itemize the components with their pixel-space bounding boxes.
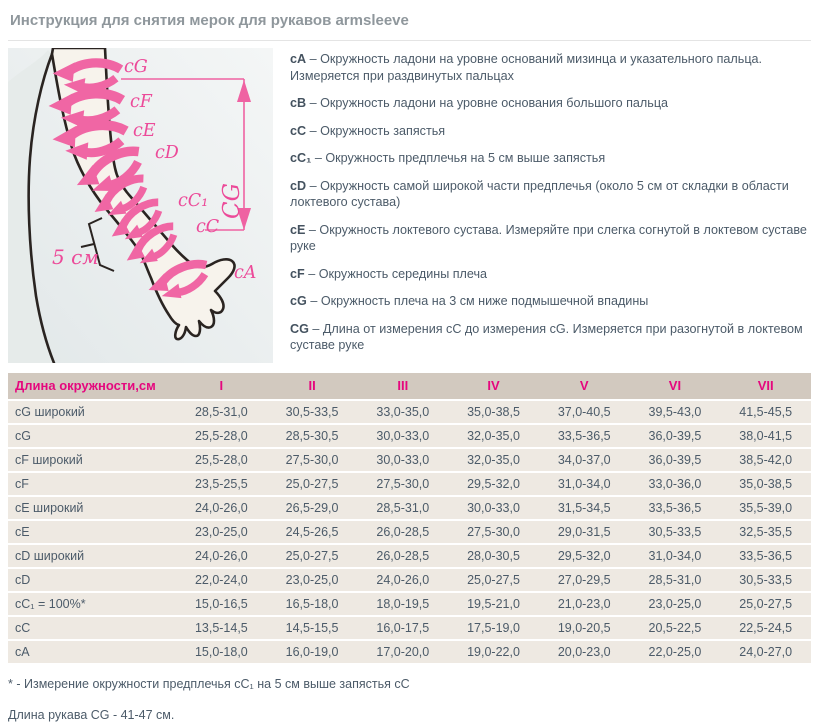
size-value: 32,0-35,0 xyxy=(467,452,520,467)
size-value: 25,5-28,0 xyxy=(194,428,248,443)
size-value: 33,0-36,0 xyxy=(648,476,702,491)
measurement-name: cF xyxy=(15,476,29,491)
size-value: 34,0-37,0 xyxy=(557,452,611,467)
size-value: 17,5-19,0 xyxy=(467,620,520,635)
legend-item-text: – Окружность локтевого сустава. Измеряйте при слегка согнутой в локтевом суставе руке xyxy=(290,222,807,253)
size-column-header: II xyxy=(308,378,316,393)
size-value: 15,0-18,0 xyxy=(194,644,248,659)
size-value: 22,0-24,0 xyxy=(194,572,248,587)
size-value: 25,0-27,5 xyxy=(739,596,793,611)
size-table-row xyxy=(8,497,811,519)
legend-item-text: – Окружность самой широкой части предплечья (около 5 см от складки в области локтевого сустава) xyxy=(290,178,789,209)
size-value: 30,5-33,5 xyxy=(739,572,793,587)
size-table-row xyxy=(8,569,811,591)
size-value: 24,5-26,5 xyxy=(285,524,339,539)
size-value: 23,5-25,5 xyxy=(194,476,248,491)
legend-item-code: CG xyxy=(290,321,309,336)
size-value: 29,5-32,0 xyxy=(557,548,611,563)
size-value: 38,5-42,0 xyxy=(739,452,793,467)
size-column-header: VI xyxy=(668,378,682,393)
size-table-row xyxy=(8,545,811,567)
legend-item-code: cF xyxy=(290,266,305,281)
measurement-name: cD широкий xyxy=(15,548,85,563)
size-value: 39,5-43,0 xyxy=(648,404,702,419)
size-value: 26,0-28,5 xyxy=(376,548,430,563)
size-value: 24,0-27,0 xyxy=(739,644,793,659)
size-table-row xyxy=(8,641,811,663)
size-value: 33,0-35,0 xyxy=(376,404,430,419)
legend-item-text: – Окружность середины плеча xyxy=(308,266,488,281)
size-value: 30,5-33,5 xyxy=(648,524,702,539)
size-value: 36,0-39,5 xyxy=(648,428,702,443)
size-value: 24,0-26,0 xyxy=(194,500,248,515)
legend-item-text: – Окружность предплечья на 5 см выше запястья xyxy=(314,151,606,165)
page-title: Инструкция для снятия мерок для рукавов armsleeve xyxy=(8,0,811,41)
size-value: 22,0-25,0 xyxy=(648,644,702,659)
size-column-header: III xyxy=(397,378,409,393)
size-value: 25,0-27,5 xyxy=(285,476,339,491)
size-value: 24,0-26,0 xyxy=(194,548,248,563)
legend-item-text: – Окружность ладони на уровне оснований мизинца и указательного пальца. Измеряется при раздвинутых пальцах xyxy=(290,52,763,83)
legend-item-text: – Длина от измерения cC до измерения cG. Измеряется при разогнутой в локтевом суставе руке xyxy=(290,321,803,352)
size-value: 28,5-31,0 xyxy=(648,572,702,587)
size-value: 19,0-20,5 xyxy=(557,620,611,635)
size-value: 17,0-20,0 xyxy=(376,644,430,659)
legend-item-code: cG xyxy=(290,294,307,308)
size-value: 36,0-39,5 xyxy=(648,452,702,467)
size-table-row xyxy=(8,401,811,423)
measurement-name: cC xyxy=(15,620,31,635)
legend-item xyxy=(290,293,807,310)
size-value: 33,5-36,5 xyxy=(648,500,702,515)
size-value: 16,0-17,5 xyxy=(376,620,430,635)
size-value: 30,0-33,0 xyxy=(376,428,430,443)
size-value: 23,0-25,0 xyxy=(648,596,702,611)
size-value: 25,5-28,0 xyxy=(194,452,248,467)
legend-item xyxy=(290,51,807,84)
size-value: 14,5-15,5 xyxy=(285,620,339,635)
size-value: 19,0-22,0 xyxy=(467,644,520,659)
size-value: 29,5-32,0 xyxy=(467,476,520,491)
size-value: 18,0-19,5 xyxy=(376,596,430,611)
size-value: 25,0-27,5 xyxy=(285,548,339,563)
size-value: 21,0-23,0 xyxy=(557,596,611,611)
size-table-row xyxy=(8,473,811,495)
legend-item xyxy=(290,178,807,211)
legend-item xyxy=(290,123,807,140)
size-column-header: VII xyxy=(757,378,774,393)
size-table-body xyxy=(8,401,811,663)
size-value: 16,0-19,0 xyxy=(285,644,339,659)
size-value: 41,5-45,5 xyxy=(739,404,793,419)
size-value: 20,0-23,0 xyxy=(557,644,611,659)
size-value: 35,5-39,0 xyxy=(739,500,793,515)
measurement-name: cG широкий xyxy=(15,404,85,419)
size-value: 20,5-22,5 xyxy=(648,620,702,635)
measurement-legend xyxy=(273,48,811,365)
footnote-asterisk: * - Измерение окружности предплечья cC₁ на 5 см выше запястья cC xyxy=(8,676,410,691)
size-value: 28,0-30,5 xyxy=(467,548,520,563)
footnote-sleeve-length: Длина рукава CG - 41-47 см. xyxy=(8,707,175,722)
size-value: 31,0-34,0 xyxy=(557,476,611,491)
label-cc1: cC₁ xyxy=(178,191,209,211)
legend-item-text: – Окружность запястья xyxy=(309,123,446,138)
label-cg: cG xyxy=(124,57,148,77)
size-table-header-label: Длина окружности,см xyxy=(15,378,156,393)
measurement-name: cC₁ = 100%* xyxy=(15,596,86,611)
legend-item-code: cD xyxy=(290,178,307,193)
size-value: 31,5-34,5 xyxy=(557,500,611,515)
size-value: 30,0-33,0 xyxy=(376,452,430,467)
size-value: 27,5-30,0 xyxy=(467,524,520,539)
size-value: 25,0-27,5 xyxy=(467,572,520,587)
label-cd: cD xyxy=(155,143,179,163)
size-value: 31,0-34,0 xyxy=(648,548,702,563)
label-cg-length: CG xyxy=(219,183,245,219)
size-value: 28,5-31,0 xyxy=(194,404,248,419)
label-ca: cA xyxy=(234,263,257,283)
measurement-name: cD xyxy=(15,572,31,587)
size-table-row xyxy=(8,425,811,447)
legend-item-text: – Окружность плеча на 3 см ниже подмышечной впадины xyxy=(310,294,649,308)
size-value: 19,5-21,0 xyxy=(467,596,520,611)
arm-measurement-illustration xyxy=(8,48,273,363)
legend-item xyxy=(290,150,807,167)
size-value: 33,5-36,5 xyxy=(557,428,611,443)
measurement-name: cF широкий xyxy=(15,452,83,467)
size-value: 16,5-18,0 xyxy=(285,596,339,611)
label-cc: cC xyxy=(196,217,220,237)
size-value: 33,5-36,5 xyxy=(739,548,793,563)
size-value: 26,0-28,5 xyxy=(376,524,430,539)
size-table-row xyxy=(8,617,811,639)
size-value: 29,0-31,5 xyxy=(557,524,611,539)
size-value: 23,0-25,0 xyxy=(285,572,339,587)
label-ce: cE xyxy=(133,121,156,141)
measurement-name: cE xyxy=(15,524,30,539)
measurement-name: cE широкий xyxy=(15,500,84,515)
size-value: 32,0-35,0 xyxy=(467,428,520,443)
legend-item-code: cB xyxy=(290,96,307,110)
size-value: 28,5-31,0 xyxy=(376,500,430,515)
measurement-name: cA xyxy=(15,644,30,659)
size-value: 30,0-33,0 xyxy=(467,500,520,515)
legend-item xyxy=(290,95,807,112)
legend-item xyxy=(290,222,807,255)
size-value: 27,0-29,5 xyxy=(557,572,611,587)
size-value: 22,5-24,5 xyxy=(739,620,793,635)
size-table-header-row xyxy=(8,373,811,399)
figure-section xyxy=(8,48,811,365)
size-table-row xyxy=(8,521,811,543)
size-value: 13,5-14,5 xyxy=(194,620,248,635)
size-column-header: IV xyxy=(487,378,500,393)
size-table-row xyxy=(8,593,811,615)
size-value: 38,0-41,5 xyxy=(739,428,793,443)
size-value: 26,5-29,0 xyxy=(285,500,339,515)
size-value: 23,0-25,0 xyxy=(194,524,248,539)
legend-item-code: cE xyxy=(290,222,306,237)
legend-item xyxy=(290,266,807,283)
size-value: 15,0-16,5 xyxy=(194,596,248,611)
size-value: 27,5-30,0 xyxy=(376,476,430,491)
size-value: 28,5-30,5 xyxy=(285,428,339,443)
size-table-row xyxy=(8,449,811,471)
legend-item-text: – Окружность ладони на уровне основания большого пальца xyxy=(309,96,669,110)
size-value: 32,5-35,5 xyxy=(739,524,793,539)
label-five-cm: 5 см xyxy=(52,245,99,269)
label-cf: cF xyxy=(130,92,152,112)
legend-item-code: cC xyxy=(290,123,307,138)
legend-item-code: cC₁ xyxy=(290,151,312,165)
legend-item xyxy=(290,321,807,354)
size-value: 35,0-38,5 xyxy=(739,476,793,491)
size-value: 30,5-33,5 xyxy=(285,404,339,419)
size-value: 24,0-26,0 xyxy=(376,572,430,587)
size-table xyxy=(8,373,811,663)
size-value: 27,5-30,0 xyxy=(285,452,339,467)
measurement-name: cG xyxy=(15,428,31,443)
size-column-header: V xyxy=(579,378,589,393)
size-value: 35,0-38,5 xyxy=(467,404,520,419)
size-column-header: I xyxy=(219,378,224,393)
legend-item-code: cA xyxy=(290,52,307,66)
size-value: 37,0-40,5 xyxy=(557,404,611,419)
